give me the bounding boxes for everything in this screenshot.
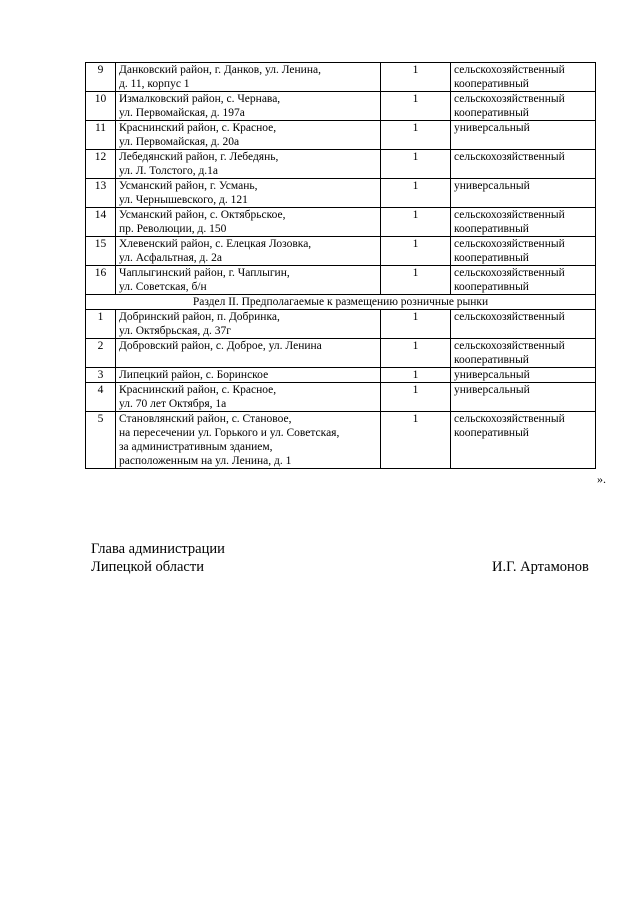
market-address-line: ул. Первомайская, д. 20а — [119, 136, 240, 148]
market-address-line: Усманский район, с. Октябрьское, — [119, 209, 286, 221]
market-address — [116, 63, 381, 92]
market-address — [116, 150, 381, 179]
market-type — [451, 150, 596, 179]
row-number: 15 — [86, 237, 116, 266]
markets-table — [85, 62, 596, 469]
market-address — [116, 310, 381, 339]
table-row — [86, 368, 596, 383]
row-number: 4 — [86, 383, 116, 412]
market-address-line: за административным зданием, — [119, 441, 273, 453]
market-address — [116, 179, 381, 208]
market-address-line: на пересечении ул. Горького и ул. Советская, — [119, 427, 340, 439]
table-row — [86, 150, 596, 179]
market-type — [451, 368, 596, 383]
market-type — [451, 383, 596, 412]
market-address — [116, 368, 381, 383]
market-type — [451, 266, 596, 295]
market-address — [116, 121, 381, 150]
market-type-line: кооперативный — [454, 354, 529, 366]
market-address-line: д. 11, корпус 1 — [119, 78, 190, 90]
market-count: 1 — [381, 208, 451, 237]
table-row — [86, 92, 596, 121]
market-address-line: Добринский район, п. Добринка, — [119, 311, 280, 323]
market-address-line: ул. 70 лет Октября, 1а — [119, 398, 227, 410]
market-address-line: Усманский район, г. Усмань, — [119, 180, 258, 192]
market-type — [451, 339, 596, 368]
market-type-line: кооперативный — [454, 78, 529, 90]
market-count: 1 — [381, 237, 451, 266]
row-number: 9 — [86, 63, 116, 92]
market-address — [116, 266, 381, 295]
market-address — [116, 383, 381, 412]
table-row — [86, 237, 596, 266]
row-number: 16 — [86, 266, 116, 295]
market-address-line: ул. Октябрьская, д. 37г — [119, 325, 231, 337]
markets-table-body — [86, 63, 596, 469]
market-address-line: ул. Л. Толстого, д.1а — [119, 165, 219, 177]
market-count: 1 — [381, 266, 451, 295]
market-type-line: сельскохозяйственный — [454, 340, 565, 352]
market-type-line: сельскохозяйственный — [454, 93, 565, 105]
market-address-line: расположенным на ул. Ленина, д. 1 — [119, 455, 292, 467]
market-type-line: сельскохозяйственный — [454, 413, 565, 425]
market-type-line: кооперативный — [454, 281, 529, 293]
table-row — [86, 339, 596, 368]
market-type-line: сельскохозяйственный — [454, 267, 565, 279]
row-number: 3 — [86, 368, 116, 383]
row-number: 1 — [86, 310, 116, 339]
market-address — [116, 339, 381, 368]
market-count: 1 — [381, 150, 451, 179]
market-address-line: ул. Советская, б/н — [119, 281, 207, 293]
table-row — [86, 179, 596, 208]
market-type-line: универсальный — [454, 384, 530, 396]
row-number: 10 — [86, 92, 116, 121]
market-type — [451, 237, 596, 266]
section-header-row — [86, 295, 596, 310]
market-type-line: кооперативный — [454, 223, 529, 235]
market-type — [451, 63, 596, 92]
market-type — [451, 412, 596, 469]
signature-position-line-2: Липецкой области — [91, 559, 204, 575]
market-address-line: ул. Первомайская, д. 197а — [119, 107, 245, 119]
market-type-line: сельскохозяйственный — [454, 209, 565, 221]
signature-name: И.Г. Артамонов — [492, 559, 589, 575]
market-count: 1 — [381, 310, 451, 339]
market-address-line: Краснинский район, с. Красное, — [119, 122, 277, 134]
market-type-line: кооперативный — [454, 427, 529, 439]
market-address-line: Лебедянский район, г. Лебедянь, — [119, 151, 279, 163]
table-row — [86, 310, 596, 339]
market-address — [116, 92, 381, 121]
market-count: 1 — [381, 63, 451, 92]
row-number: 11 — [86, 121, 116, 150]
market-address-line: Становлянский район, с. Становое, — [119, 413, 292, 425]
row-number: 2 — [86, 339, 116, 368]
market-type-line: кооперативный — [454, 107, 529, 119]
table-row — [86, 63, 596, 92]
market-address-line: ул. Асфальтная, д. 2а — [119, 252, 222, 264]
market-count: 1 — [381, 412, 451, 469]
row-number: 5 — [86, 412, 116, 469]
market-address — [116, 237, 381, 266]
market-type-line: универсальный — [454, 180, 530, 192]
market-type-line: универсальный — [454, 122, 530, 134]
market-count: 1 — [381, 339, 451, 368]
market-type — [451, 179, 596, 208]
row-number: 14 — [86, 208, 116, 237]
market-address-line: пр. Революции, д. 150 — [119, 223, 227, 235]
market-type — [451, 208, 596, 237]
table-row — [86, 121, 596, 150]
market-address-line: Данковский район, г. Данков, ул. Ленина, — [119, 64, 321, 76]
market-address-line: Липецкий район, с. Боринское — [119, 369, 269, 381]
market-type-line: сельскохозяйственный — [454, 311, 565, 323]
market-count: 1 — [381, 383, 451, 412]
row-number: 13 — [86, 179, 116, 208]
market-count: 1 — [381, 368, 451, 383]
market-type-line: сельскохозяйственный — [454, 238, 565, 250]
market-address — [116, 412, 381, 469]
market-address-line: Добровский район, с. Доброе, ул. Ленина — [119, 340, 322, 352]
market-type — [451, 92, 596, 121]
market-count: 1 — [381, 179, 451, 208]
market-address-line: Измалковский район, с. Чернава, — [119, 93, 281, 105]
table-row — [86, 266, 596, 295]
market-address-line: Краснинский район, с. Красное, — [119, 384, 277, 396]
market-type-line: сельскохозяйственный — [454, 64, 565, 76]
signature-position — [91, 540, 225, 576]
market-type-line: универсальный — [454, 369, 530, 381]
market-type-line: сельскохозяйственный — [454, 151, 565, 163]
market-type — [451, 310, 596, 339]
market-type-line: кооперативный — [454, 252, 529, 264]
market-address-line: ул. Чернышевского, д. 121 — [119, 194, 248, 206]
signature-position-line-1: Глава администрации — [91, 541, 225, 557]
table-row — [86, 412, 596, 469]
market-address-line: Чаплыгинский район, г. Чаплыгин, — [119, 267, 290, 279]
market-count: 1 — [381, 121, 451, 150]
row-number: 12 — [86, 150, 116, 179]
closing-quote-mark: ». — [597, 472, 606, 486]
table-row — [86, 208, 596, 237]
market-type — [451, 121, 596, 150]
market-count: 1 — [381, 92, 451, 121]
market-address-line: Хлевенский район, с. Елецкая Лозовка, — [119, 238, 312, 250]
section-title: Раздел II. Предполагаемые к размещению розничные рынки — [86, 295, 596, 310]
market-address — [116, 208, 381, 237]
table-row — [86, 383, 596, 412]
